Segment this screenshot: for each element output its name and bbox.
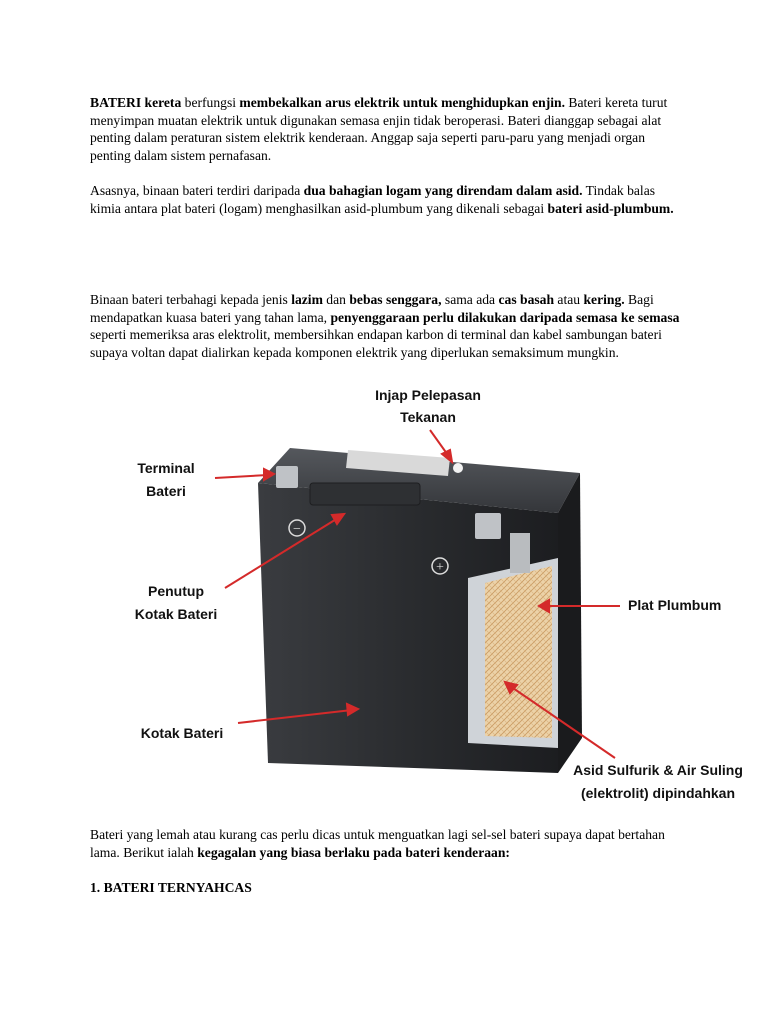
- text-run: Asasnya, binaan bateri terdiri daripada: [90, 183, 304, 198]
- text-run: membekalkan arus elektrik untuk menghidupkan enjin.: [239, 95, 565, 110]
- text-run: atau: [554, 292, 584, 307]
- text-run: seperti memeriksa aras elektrolit, membersihkan endapan karbon di terminal dan kabel sambungan bateri supaya voltan dapat dialirkan kepada komponen elektrik yang diperlukan semaksimum mungkin.: [90, 327, 662, 360]
- negative-symbol: −: [293, 522, 301, 537]
- label-cover-line2: Kotak Bateri: [134, 606, 218, 622]
- label-plate: Plat Plumbum: [628, 597, 722, 613]
- battery-body: [258, 448, 582, 773]
- paragraph-types: [90, 291, 682, 361]
- battery-diagram: [90, 378, 750, 808]
- label-case: Kotak Bateri: [140, 725, 224, 741]
- text-run: berfungsi: [181, 95, 240, 110]
- paragraph-intro: [90, 94, 682, 164]
- text-run: lazim: [291, 292, 323, 307]
- paragraph-construction: [90, 182, 682, 217]
- text-run: Binaan bateri terbahagi kepada jenis: [90, 292, 292, 307]
- text-run: bateri asid-plumbum.: [547, 200, 674, 216]
- text-run: kegagalan yang biasa berlaku pada bateri kenderaan:: [197, 844, 510, 860]
- label-valve-line2: Tekanan: [400, 409, 456, 425]
- label-terminal-line1: Terminal: [137, 460, 195, 476]
- text-run: Bateri kereta turut menyimpan muatan elektrik untuk digunakan semasa enjin tidak beroperasi. Bateri dianggap sebagai alat penting dalam peraturan sistem elektrik kenderaan. Anggap saja seperti paru-paru yang menjadi organ penting dalam sistem pernafasan.: [90, 95, 668, 163]
- label-valve-line1: Injap Pelepasan: [375, 387, 481, 403]
- text-run: BATERI kereta: [90, 95, 182, 110]
- text-run: penyenggaraan perlu dilakukan daripada semasa ke semasa: [330, 309, 680, 325]
- text-run: bebas senggara,: [349, 292, 442, 307]
- section-heading: 1. BATERI TERNYAHCAS: [90, 880, 252, 895]
- text-run: dua bahagian logam yang direndam dalam asid.: [303, 183, 583, 198]
- text-run: cas basah: [498, 292, 555, 307]
- text-run: Tindak balas kimia antara plat bateri (logam) menghasilkan asid-plumbum yang dikenali sebagai: [90, 183, 656, 216]
- label-acid-line2: (elektrolit) dipindahkan: [580, 785, 736, 801]
- text-run: sama ada: [441, 292, 499, 307]
- label-terminal-line2: Bateri: [146, 483, 186, 499]
- text-run: Bagi mendapatkan kuasa bateri yang tahan lama,: [90, 292, 654, 325]
- paragraph-charging: [90, 826, 682, 861]
- text-run: Bateri yang lemah atau kurang cas perlu dicas untuk menguatkan lagi sel-sel bateri supaya dapat bertahan lama. Berikut ialah: [90, 827, 665, 860]
- positive-symbol: +: [436, 560, 444, 575]
- label-acid-line1: Asid Sulfurik & Air Suling: [573, 762, 743, 778]
- text-run: dan: [322, 292, 350, 307]
- text-run: kering.: [583, 292, 625, 307]
- label-cover-line1: Penutup: [148, 583, 204, 599]
